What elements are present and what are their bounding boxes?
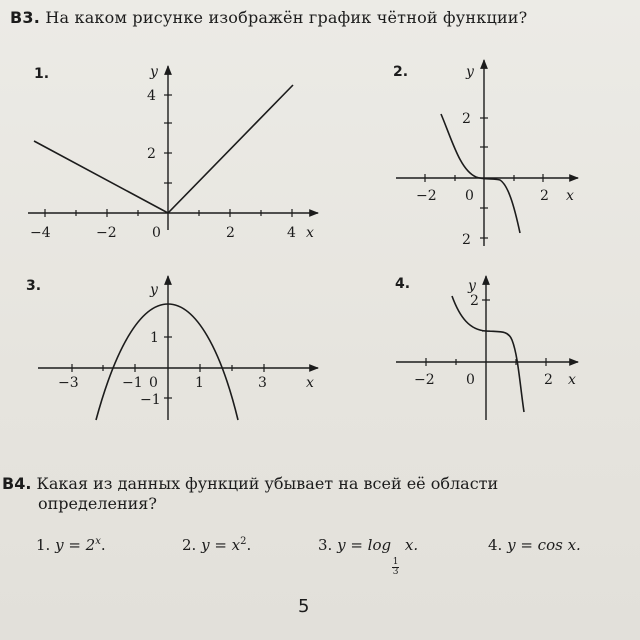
graph-4-xtick-2: 2 <box>544 372 553 388</box>
graph-2-xtick-2: 2 <box>540 188 549 204</box>
graph-1-y-label: y <box>150 64 158 80</box>
graph-2-curve <box>441 114 520 233</box>
graph-1-xtick-2: 2 <box>226 225 235 241</box>
question-b3-number: B3. <box>10 8 41 27</box>
graph-3 <box>26 276 318 420</box>
answer-4-number: 4. <box>488 536 503 554</box>
graph-3-x-label: x <box>306 375 314 391</box>
page-number: 5 <box>298 596 310 617</box>
graph-1 <box>28 64 318 241</box>
answer-3-expr: y = log <box>337 536 392 554</box>
answer-2-sup: 2 <box>240 536 247 547</box>
graph-1-xtick-neg4: −4 <box>30 225 51 241</box>
graph-1-xtick-neg2: −2 <box>96 225 117 241</box>
answer-2-expr: y = x <box>201 536 241 554</box>
graph-2 <box>393 60 578 248</box>
graph-1-ytick-4: 4 <box>147 88 156 104</box>
graph-3-y-label: y <box>150 282 158 298</box>
question-b4-line1: Какая из данных функций убывает на всей её области <box>36 474 499 493</box>
answer-option-1 <box>36 536 106 554</box>
answer-1-number: 1. <box>36 536 51 554</box>
graph-3-xtick-0: 0 <box>149 375 158 391</box>
graph-1-xtick-0: 0 <box>152 225 161 241</box>
answer-1-expr: y = 2 <box>55 536 96 554</box>
answer-1-sup: x <box>95 536 101 547</box>
graph-4 <box>395 276 578 420</box>
answer-2-tail: . <box>246 536 252 554</box>
answer-3-base-den: 3 <box>392 567 399 577</box>
graph-4-ytick-2: 2 <box>470 293 479 309</box>
graph-3-ytick-1: 1 <box>150 330 159 346</box>
graph-4-xtick-0: 0 <box>466 372 475 388</box>
graph-4-x-label: x <box>568 372 576 388</box>
graph-3-xtick-neg3: −3 <box>58 375 79 391</box>
graph-2-xtick-0: 0 <box>465 188 474 204</box>
graph-1-ytick-2: 2 <box>147 146 156 162</box>
graph-4-curve <box>452 296 524 412</box>
answer-3-base-num: 1 <box>392 557 399 567</box>
graph-3-xtick-1: 1 <box>195 375 204 391</box>
answer-3-number: 3. <box>318 536 333 554</box>
graph-1-curve <box>34 85 293 213</box>
answer-2-number: 2. <box>182 536 197 554</box>
question-b4-line2: определения? <box>38 494 157 513</box>
answer-4-expr: y = cos x. <box>507 536 581 554</box>
answer-option-4 <box>488 536 581 554</box>
graph-2-ytick-2-top: 2 <box>462 111 471 127</box>
answer-option-3 <box>318 536 418 577</box>
answer-3-tail: x. <box>400 536 419 554</box>
graph-4-label: 4. <box>395 276 411 292</box>
question-b4 <box>2 474 498 514</box>
answer-3-log-base <box>392 558 399 577</box>
answer-option-2 <box>182 536 251 554</box>
graph-2-label: 2. <box>393 64 409 80</box>
graph-4-xtick-neg2: −2 <box>414 372 435 388</box>
graph-3-ytick-neg1: −1 <box>140 392 161 408</box>
graph-3-xtick-3: 3 <box>258 375 267 391</box>
graph-1-xtick-4: 4 <box>287 225 296 241</box>
graph-3-xtick-neg1: −1 <box>122 375 143 391</box>
answer-1-tail: . <box>100 536 106 554</box>
graph-1-label: 1. <box>34 66 50 82</box>
graph-3-curve <box>96 304 238 420</box>
graph-2-ytick-2-bottom: 2 <box>462 232 471 248</box>
graph-2-x-label: x <box>566 188 574 204</box>
graph-2-y-label: y <box>466 64 474 80</box>
question-b4-number: B4. <box>2 474 32 493</box>
graph-4-y-label: y <box>468 278 476 294</box>
graph-2-xtick-neg2: −2 <box>416 188 437 204</box>
graph-3-label: 3. <box>26 278 42 294</box>
question-b3-text: На каком рисунке изображён график чётной функции? <box>45 8 528 27</box>
graph-1-x-label: x <box>306 225 314 241</box>
